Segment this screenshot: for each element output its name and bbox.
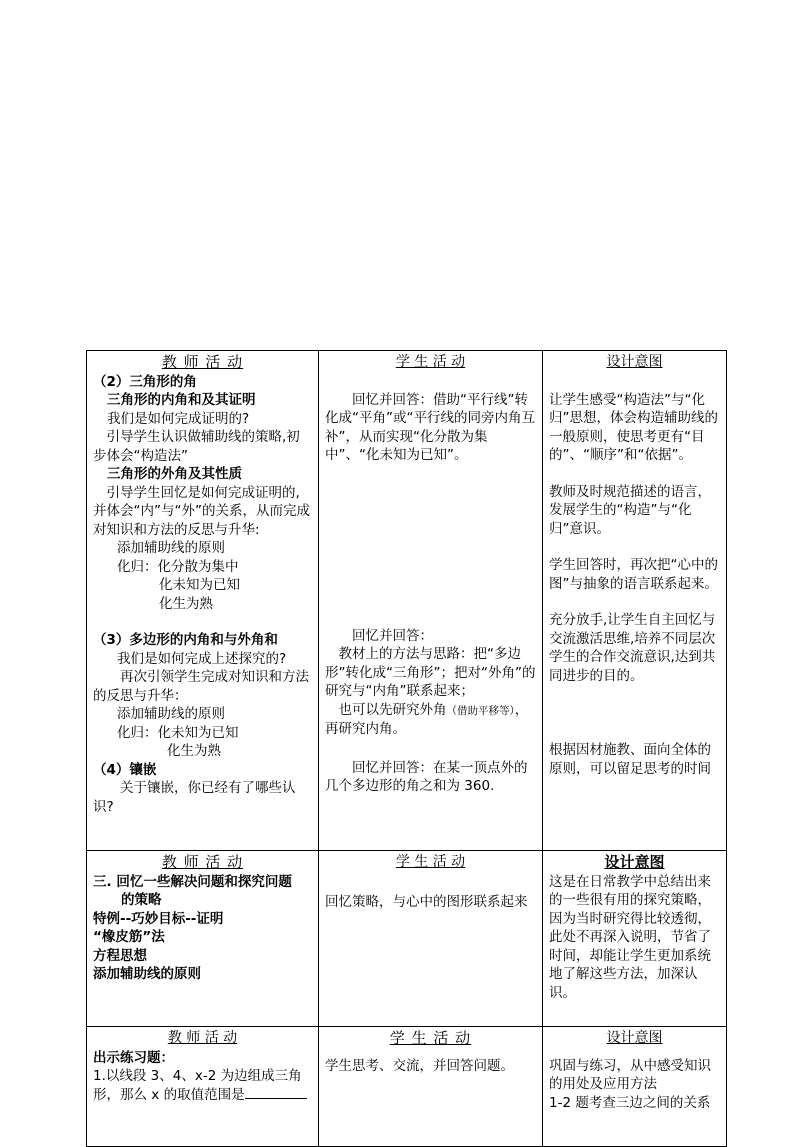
design-intent-cell <box>543 351 727 851</box>
lesson-plan-table <box>86 350 727 1147</box>
section-heading: （3）多边形的内角和与外角和 <box>93 632 278 648</box>
text-line: 添加辅助线的原则 <box>117 540 225 556</box>
teacher-activity-cell <box>87 1027 319 1147</box>
subsection-heading: 三角形的外角及其性质 <box>107 466 242 482</box>
strategy-item: “橡皮筋”法 <box>93 929 165 945</box>
student-activity-cell <box>319 351 543 851</box>
text-block: 1-2 题考查三边之间的关系 <box>549 1094 711 1111</box>
student-activity-header: 学 生 活 动 <box>395 354 466 370</box>
teacher-activity-cell <box>87 351 319 851</box>
text-line: 我们是如何完成上述探究的? <box>117 650 287 667</box>
section-heading: 出示练习题： <box>93 1049 174 1066</box>
student-activity-header: 学 生 活 动 <box>395 854 466 870</box>
design-intent-cell <box>543 851 727 1027</box>
text-line: 化生为熟 <box>159 595 213 612</box>
strategy-item: 添加辅助线的原则 <box>93 966 201 982</box>
text-block: 教材上的方法与思路：把“多边形”转化成“三角形”；把对“外角”的研究与“内角”联系起来； <box>325 646 536 699</box>
strategy-item: 方程思想 <box>93 947 147 964</box>
text-block: 根据因材施教、面向全体的原则，可以留足思考的时间 <box>549 742 711 777</box>
teacher-activity-header: 教 师 活 动 <box>161 353 244 371</box>
section-heading: （4）镶嵌 <box>93 761 157 778</box>
text-line: 化未知为已知 <box>159 577 240 593</box>
table-row <box>87 351 727 851</box>
teacher-activity-cell <box>87 851 319 1027</box>
text-line: 化生为熟 <box>167 743 221 759</box>
subsection-heading: 三角形的内角和及其证明 <box>107 392 256 408</box>
text-block: 充分放手,让学生自主回忆与交流激活思维,培养不同层次学生的合作交流意识,达到共同进步的目的。 <box>549 612 716 684</box>
text-line: 化归：化未知为已知 <box>117 724 239 741</box>
teacher-activity-header: 教 师 活 动 <box>167 1030 238 1046</box>
student-activity-cell <box>319 1027 543 1147</box>
student-activity-header: 学 生 活 动 <box>389 1029 472 1047</box>
text-block: 让学生感受“构造法”与“化归”思想，体会构造辅助线的一般原则，使思考更有“目的”、“顺序”和“依据”。 <box>549 391 718 463</box>
text-block: 回忆并回答：借助“平行线”转化成“平角”或“平行线的同旁内角互补”，从而实现“化分散为集中”、“化未知为已知”。 <box>325 391 535 463</box>
answer-blank <box>245 1086 307 1099</box>
small-note: （借助平移等） <box>446 704 515 717</box>
design-intent-header: 设计意图 <box>606 1030 663 1046</box>
text-block: 回忆策略，与心中的图形联系起来 <box>325 893 528 910</box>
section-heading: 三. 回忆一些解决问题和探究问题 <box>93 873 292 890</box>
text-line: 化归：化分散为集中 <box>117 558 239 575</box>
strategy-item: 特例--巧妙目标--证明 <box>93 910 224 927</box>
text-span: 1.以线段 3、4、x-2 为边组成三角形，那么 x 的取值范围是 <box>93 1068 302 1103</box>
text-block <box>325 701 536 739</box>
text-span: ，再研究内角。 <box>325 701 529 737</box>
text-line: 关于镶嵌，你已经有了哪些认识? <box>93 780 296 815</box>
text-block: 回忆并回答：在某一顶点外的几个多边形的角之和为 360. <box>325 759 528 794</box>
exercise-item <box>93 1067 312 1104</box>
text-block: 教师及时规范描述的语言，发展学生的“构造”与“化归”意识。 <box>549 483 711 537</box>
teacher-activity-header: 教 师 活 动 <box>161 853 244 871</box>
text-line: 回忆并回答： <box>352 627 433 644</box>
section-heading: （2）三角形的角 <box>93 373 197 390</box>
text-line: 我们是如何完成证明的? <box>107 410 250 427</box>
text-block: 学生回答时，再次把“心中的图”与抽象的语言联系起来。 <box>549 557 718 592</box>
text-line: 引导学生回忆是如何完成证明的,并体会“内”与“外”的关系，从而完成对知识和方法的反思与升华: <box>93 484 310 538</box>
text-line: 引导学生认识做辅助线的策略,初步体会“构造法” <box>93 429 300 464</box>
section-heading: 的策略 <box>121 892 162 908</box>
text-span: 也可以先研究外角 <box>338 701 447 718</box>
text-block: 巩固与练习，从中感受知识的用处及应用方法 <box>549 1057 711 1092</box>
text-block: 这是在日常教学中总结出来的一些很有用的探究策略，因为当时研究得比较透彻，此处不再深入说明，节省了时间，却能让学生更加系统地了解这些方法，加深认识。 <box>549 873 711 1001</box>
table-row <box>87 851 727 1027</box>
design-intent-header: 设计意图 <box>606 354 663 370</box>
student-activity-cell <box>319 851 543 1027</box>
table-row <box>87 1027 727 1147</box>
text-line: 再次引领学生完成对知识和方法的反思与升华： <box>93 669 309 704</box>
text-line: 添加辅助线的原则 <box>117 706 225 722</box>
design-intent-header: 设计意图 <box>604 853 665 871</box>
text-block: 学生思考、交流，并回答问题。 <box>325 1057 514 1074</box>
design-intent-cell <box>543 1027 727 1147</box>
